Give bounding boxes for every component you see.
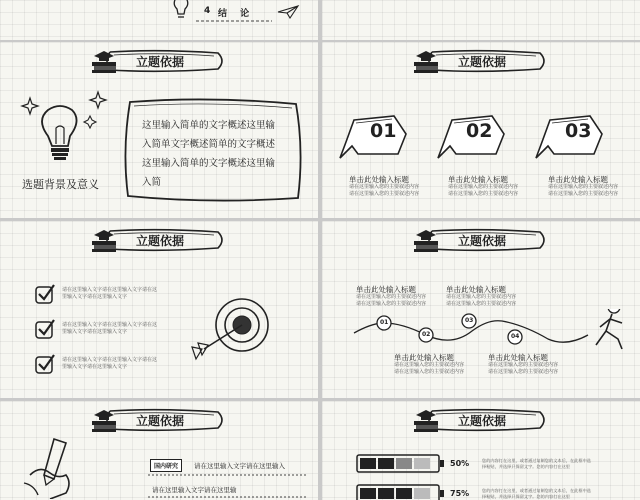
paragraph-line: 入简单文字概述简单的文字概述 <box>142 139 276 150</box>
timeline-marker: 01 <box>380 319 389 326</box>
timeline-desc <box>394 362 464 376</box>
lightbulb-idea-icon <box>18 90 118 170</box>
section-number: 4 <box>204 6 211 16</box>
section-title-badge <box>90 48 230 74</box>
dashed-divider <box>148 473 308 477</box>
point-title: 单击此处输入标题 <box>349 175 409 184</box>
section-title-badge <box>90 227 230 253</box>
underline-dash <box>196 18 272 24</box>
point-desc <box>349 184 419 198</box>
timeline-marker: 02 <box>422 331 431 338</box>
paragraph-line: 入简 <box>142 177 162 188</box>
progress-percent: 75% <box>450 489 470 498</box>
slide-progress-bars[interactable] <box>322 401 640 500</box>
section-label: 结 论 <box>218 9 255 19</box>
slide-checklist-target[interactable] <box>0 221 318 398</box>
timeline-curve <box>352 309 638 355</box>
slide-three-points[interactable] <box>322 42 640 218</box>
point-desc <box>448 184 518 198</box>
progress-desc-line: 您的内容打在这里，或者通过复制您的文本后，在此框中选 <box>482 458 591 463</box>
point-desc-line: 请在这里输入您的主要叙述内容 <box>349 184 420 190</box>
progress-desc-line: 择粘贴，并选择只保留文字。您的内容打在这里 <box>482 464 570 469</box>
books-grad-cap-icon <box>414 410 438 432</box>
checklist-line: 里输入文字请在这里输入文字 <box>62 364 128 370</box>
battery-bar <box>356 483 446 500</box>
checkbox-checked-icon <box>34 283 56 305</box>
slide-conclusion-top-left[interactable] <box>0 0 318 40</box>
section-title: 立题依据 <box>136 414 185 428</box>
slide-background-significance[interactable] <box>0 42 318 218</box>
section-title-badge <box>412 48 552 74</box>
point-desc-line: 请在这里输入您的主要叙述内容 <box>548 191 619 197</box>
running-figure-icon <box>596 309 622 349</box>
section-title-badge <box>90 407 230 433</box>
progress-desc-line: 您的内容打在这里，或者通过复制您的文本后，在此框中选 <box>482 488 591 493</box>
timeline-desc <box>356 294 426 308</box>
timeline-desc-line: 请在这里输入您的主要叙述内容 <box>356 294 427 300</box>
timeline-desc-line: 请在这里输入您的主要叙述内容 <box>488 369 559 375</box>
checklist-item <box>62 322 157 336</box>
timeline-marker: 03 <box>465 317 474 324</box>
books-grad-cap-icon <box>414 51 438 73</box>
section-title-badge <box>412 227 552 253</box>
section-title-badge <box>412 407 552 433</box>
point-number: 01 <box>370 120 397 142</box>
paragraph-line: 这里输入简单的文字概述这里输 <box>142 158 276 169</box>
timeline-title: 单击此处输入标题 <box>394 353 454 362</box>
checklist-line: 请在这里输入文字请在这里输入文字请在这 <box>62 287 158 293</box>
lightbulb-icon <box>170 0 192 22</box>
section-title: 立题依据 <box>458 234 507 248</box>
point-desc <box>548 184 618 198</box>
timeline-desc <box>446 294 516 308</box>
timeline-desc-line: 请在这里输入您的主要叙述内容 <box>446 301 517 307</box>
timeline-desc-line: 请在这里输入您的主要叙述内容 <box>488 362 559 368</box>
books-grad-cap-icon <box>414 230 438 252</box>
research-tag: 国内研究 <box>150 459 182 472</box>
progress-desc <box>482 458 591 470</box>
slide-top-right[interactable] <box>322 0 640 40</box>
timeline-title: 单击此处输入标题 <box>488 353 548 362</box>
paragraph-line: 这里输入简单的文字概述这里输 <box>142 120 276 131</box>
checklist-line: 里输入文字请在这里输入文字 <box>62 294 128 300</box>
timeline-desc <box>488 362 558 376</box>
timeline-desc-line: 请在这里输入您的主要叙述内容 <box>394 362 465 368</box>
battery-bar <box>356 453 446 475</box>
point-title: 单击此处输入标题 <box>448 175 508 184</box>
slide-research[interactable] <box>0 401 318 500</box>
checklist-line: 里输入文字请在这里输入文字 <box>62 329 128 335</box>
checklist-line: 请在这里输入文字请在这里输入文字请在这 <box>62 322 158 328</box>
section-title: 立题依据 <box>458 55 507 69</box>
timeline-desc-line: 请在这里输入您的主要叙述内容 <box>356 301 427 307</box>
point-desc-line: 请在这里输入您的主要叙述内容 <box>349 191 420 197</box>
books-grad-cap-icon <box>92 230 116 252</box>
section-title: 立题依据 <box>458 414 507 428</box>
paper-plane-icon <box>276 4 300 20</box>
progress-desc <box>482 488 591 500</box>
checkbox-checked-icon <box>34 318 56 340</box>
progress-desc-line: 择粘贴，并选择只保留文字。您的内容打在这里 <box>482 494 570 499</box>
timeline-title: 单击此处输入标题 <box>446 285 506 294</box>
point-desc-line: 请在这里输入您的主要叙述内容 <box>548 184 619 190</box>
point-number: 02 <box>466 120 493 142</box>
books-grad-cap-icon <box>92 51 116 73</box>
checklist-item <box>62 287 157 301</box>
research-line: 请在这里输入文字请在这里输 <box>152 486 237 494</box>
section-title: 立题依据 <box>136 234 185 248</box>
point-desc-line: 请在这里输入您的主要叙述内容 <box>448 191 519 197</box>
dashed-divider <box>148 495 308 499</box>
target-arrow-icon <box>188 285 280 365</box>
checkbox-checked-icon <box>34 353 56 375</box>
hand-pencil-icon <box>20 435 90 499</box>
point-title: 单击此处输入标题 <box>548 175 608 184</box>
background-paragraph <box>142 116 292 192</box>
point-number: 03 <box>565 120 592 142</box>
timeline-title: 单击此处输入标题 <box>356 285 416 294</box>
books-grad-cap-icon <box>92 410 116 432</box>
checklist-item <box>62 357 157 371</box>
slide-timeline[interactable] <box>322 221 640 398</box>
point-desc-line: 请在这里输入您的主要叙述内容 <box>448 184 519 190</box>
timeline-desc-line: 请在这里输入您的主要叙述内容 <box>394 369 465 375</box>
progress-percent: 50% <box>450 459 470 468</box>
timeline-marker: 04 <box>511 333 520 340</box>
checklist-line: 请在这里输入文字请在这里输入文字请在这 <box>62 357 158 363</box>
section-title: 立题依据 <box>136 55 185 69</box>
background-caption: 选题背景及意义 <box>22 178 99 191</box>
timeline-desc-line: 请在这里输入您的主要叙述内容 <box>446 294 517 300</box>
research-line: 请在这里输入文字请在这里输入 <box>194 462 285 470</box>
